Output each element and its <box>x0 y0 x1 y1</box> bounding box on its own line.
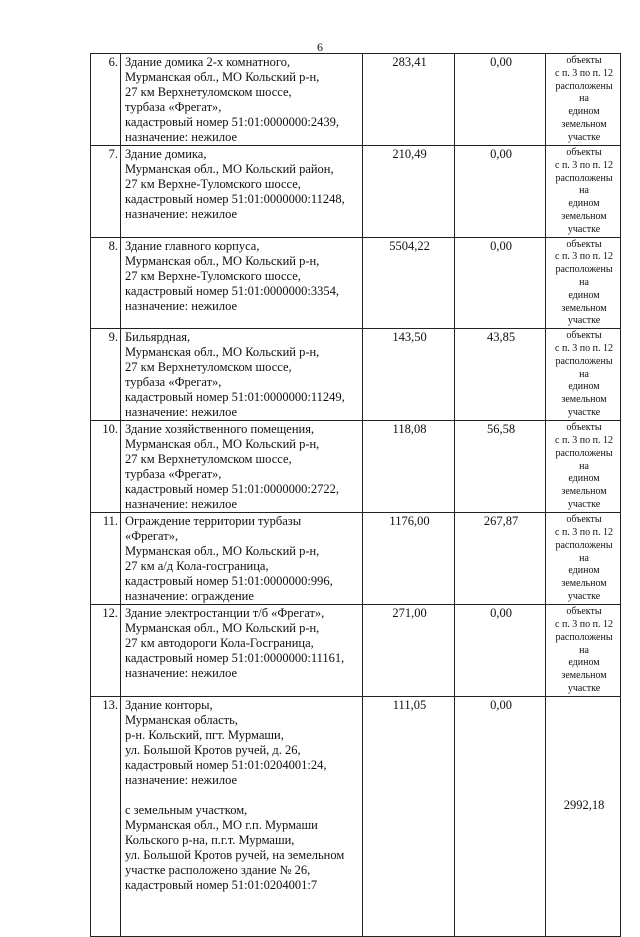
amount-value: 283,41 <box>363 54 455 146</box>
note-cell <box>546 54 621 146</box>
note-cell <box>546 513 621 605</box>
description-text: Здание главного корпуса, Мурманская обл., МО Кольский р-н, 27 км Верхне-Туломского шоссе, кадастровый номер 51:01:0000000:3354, назначение: нежилое <box>125 238 339 313</box>
amount-value: 271,00 <box>363 605 455 697</box>
page-number: 6 <box>317 40 323 54</box>
description-text: Здание домика, Мурманская обл., МО Кольский район, 27 км Верхне-Туломского шоссе, кадастровый номер 51:01:0000000:11248, назначение: нежилое <box>125 147 345 221</box>
note-text: объекты с п. 3 по п. 12 расположены на едином земельном участке <box>555 55 613 143</box>
table-row <box>91 421 621 513</box>
object-description <box>121 696 363 936</box>
row-number: 9. <box>91 329 121 421</box>
table-row <box>91 696 621 936</box>
object-description <box>121 146 363 238</box>
amount-value: 143,50 <box>363 329 455 421</box>
amount-value: 118,08 <box>363 421 455 513</box>
object-description <box>121 54 363 146</box>
note-text: объекты с п. 3 по п. 12 расположены на едином земельном участке <box>555 147 613 235</box>
note-text: объекты с п. 3 по п. 12 расположены на едином земельном участке <box>555 514 613 602</box>
note-text: объекты с п. 3 по п. 12 расположены на едином земельном участке <box>555 238 613 327</box>
depreciation-value: 267,87 <box>455 513 546 605</box>
row-number: 12. <box>91 605 121 697</box>
table-row <box>91 54 621 146</box>
description-text: Здание домика 2-х комнатного, Мурманская обл., МО Кольский р-н, 27 км Верхнетуломском шоссе, турбаза «Фрегат», кадастровый номер 51:01:0000000:2439, назначение: нежилое <box>125 55 339 144</box>
note-cell <box>546 329 621 421</box>
row-number: 7. <box>91 146 121 238</box>
depreciation-value: 0,00 <box>455 237 546 329</box>
depreciation-value: 0,00 <box>455 146 546 238</box>
note-text: объекты с п. 3 по п. 12 расположены на едином земельном участке <box>555 330 613 418</box>
object-description <box>121 605 363 697</box>
note-cell <box>546 605 621 697</box>
description-text: Ограждение территории турбазы «Фрегат», Мурманская обл., МО Кольский р-н, 27 км а/д Кола-госграница, кадастровый номер 51:01:0000000:996, назначение: ограждение <box>125 514 333 604</box>
amount-value: 210,49 <box>363 146 455 238</box>
row-number: 11. <box>91 513 121 605</box>
depreciation-value: 0,00 <box>455 605 546 697</box>
table-row <box>91 513 621 605</box>
table-row <box>91 605 621 697</box>
depreciation-value: 43,85 <box>455 329 546 421</box>
table-row <box>91 146 621 238</box>
amount-value: 111,05 <box>363 696 455 936</box>
row-number: 8. <box>91 237 121 329</box>
note-cell <box>546 146 621 238</box>
object-description <box>121 329 363 421</box>
description-text: Бильярдная, Мурманская обл., МО Кольский р-н, 27 км Верхнетуломском шоссе, турбаза «Фрегат», кадастровый номер 51:01:0000000:11249, назначение: нежилое <box>125 330 345 420</box>
note-text: объекты с п. 3 по п. 12 расположены на едином земельном участке <box>555 422 613 510</box>
note-cell <box>546 237 621 329</box>
object-description <box>121 237 363 329</box>
row-number: 10. <box>91 421 121 513</box>
land-plot-amount: 2992,18 <box>563 797 605 812</box>
description-text: с земельным участком, Мурманская обл., МО г.п. Мурмаши Кольского р-на, п.г.т. Мурмаши, ул. Большой Кротов ручей, на земельном участке расположено здание № 26, кадастровый номер 51:01:0204001:7 <box>125 802 345 892</box>
table-row <box>91 237 621 329</box>
depreciation-value: 0,00 <box>455 54 546 146</box>
note-cell <box>546 696 621 936</box>
amount-value: 5504,22 <box>363 237 455 329</box>
property-table <box>90 53 621 937</box>
description-text: Здание конторы, Мурманская область, р-н. Кольский, пгт. Мурмаши, ул. Большой Кротов ручей, д. 26, кадастровый номер 51:01:0204001:24, назначение: нежилое <box>125 697 327 787</box>
object-description <box>121 421 363 513</box>
table-row <box>91 329 621 421</box>
row-number: 6. <box>91 54 121 146</box>
note-cell <box>546 421 621 513</box>
note-text: объекты с п. 3 по п. 12 расположены на едином земельном участке <box>555 606 613 694</box>
object-description <box>121 513 363 605</box>
depreciation-value: 0,00 <box>455 696 546 936</box>
amount-value: 1176,00 <box>363 513 455 605</box>
row-number: 13. <box>91 696 121 936</box>
depreciation-value: 56,58 <box>455 421 546 513</box>
description-text: Здание электростанции т/б «Фрегат», Мурманская обл., МО Кольский р-н, 27 км автодороги Кола-Госграница, кадастровый номер 51:01:0000000:11161, назначение: нежилое <box>125 606 345 681</box>
description-text: Здание хозяйственного помещения, Мурманская обл., МО Кольский р-н, 27 км Верхнетуломском шоссе, турбаза «Фрегат», кадастровый номер 51:01:0000000:2722, назначение: нежилое <box>125 422 339 512</box>
